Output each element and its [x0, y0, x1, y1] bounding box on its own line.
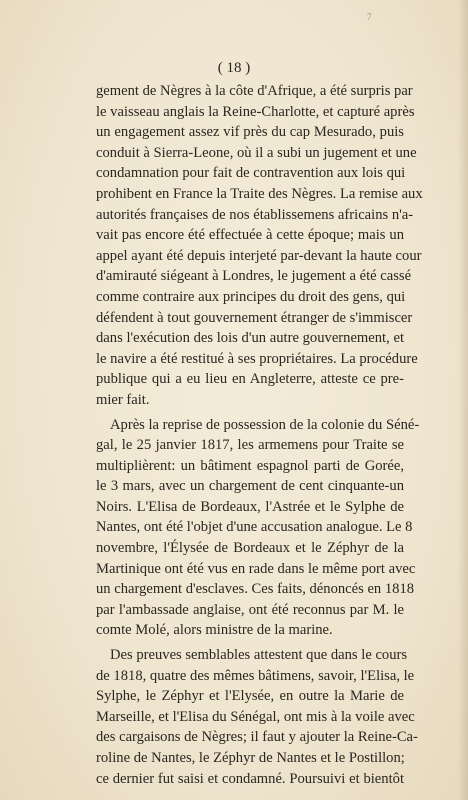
text-line: par l'ambassade anglaise, ont été reconnus par M. le: [96, 601, 404, 618]
text-line: un engagement assez vif près du cap Mesurado, puis: [96, 124, 404, 141]
text-line: comte Molé, alors ministre de la marine.: [96, 622, 333, 639]
paragraph-1: [96, 81, 423, 411]
paragraph-2: [96, 415, 420, 642]
text-line: Des preuves semblables attestent que dans le cours: [110, 647, 408, 664]
text-line: publique qui a eu lieu en Angleterre, atteste ce pre-: [96, 371, 404, 388]
text-line: condamnation pour fait de contravention aux lois qui: [96, 165, 406, 182]
text-line: gal, le 25 janvier 1817, les armemens pour Traite se: [96, 437, 404, 454]
text-line: Marseille, et l'Elisa du Sénégal, ont mis à la voile avec: [96, 708, 415, 725]
text-line: dans l'exécution des lois d'un autre gouvernement, et: [96, 330, 404, 347]
text-line: novembre, l'Élysée de Bordeaux et le Zéphyr de la: [96, 540, 404, 557]
text-line: Sylphe, le Zéphyr et l'Elysée, en outre la Marie de: [96, 688, 404, 705]
text-line: autorités françaises de nos établissemens africains n'a-: [96, 206, 414, 223]
text-line: de 1818, quatre des mêmes bâtimens, savoir, l'Elisa, le: [96, 667, 415, 684]
text-line: des cargaisons de Nègres; il faut y ajouter la Reine-Ca-: [96, 729, 418, 746]
text-line: Nantes, ont été l'objet d'une accusation analogue. Le 8: [96, 519, 413, 536]
text-line: Martinique ont été vus en rade dans le même port avec: [96, 560, 416, 577]
text-line: d'amirauté siégeant à Londres, le jugement a été cassé: [96, 268, 412, 285]
text-line: mier fait.: [96, 391, 150, 408]
body-text: [96, 81, 423, 789]
text-line: Noirs. L'Elisa de Bordeaux, l'Astrée et le Sylphe de: [96, 498, 404, 515]
text-line: le vaisseau anglais la Reine-Charlotte, et capturé après: [96, 103, 415, 120]
page-number: ( 18 ): [217, 60, 251, 76]
text-line: défendent à tout gouvernement étranger de s'immiscer: [96, 309, 413, 326]
text-line: Après la reprise de possession de la colonie du Séné-: [110, 416, 420, 433]
text-line: un chargement d'esclaves. Ces faits, dénoncés en 1818: [96, 581, 415, 598]
text-line: comme contraire aux principes du droit des gens, qui: [96, 288, 406, 305]
text-line: roline de Nantes, le Zéphyr de Nantes et le Postillon;: [96, 750, 405, 766]
text-line: multiplièrent: un bâtiment espagnol parti de Gorée,: [96, 457, 404, 474]
text-line: vait pas encore été effectuée à cette époque; mais un: [96, 227, 404, 244]
text-line: le navire a été restitué à ses propriétaires. La procédure: [96, 350, 418, 367]
text-line: appel ayant été depuis interjeté par-devant la haute cour: [96, 247, 422, 264]
corner-mark: 7: [367, 12, 372, 22]
text-line: ce dernier fut saisi et condamné. Poursuivi et bientôt: [96, 770, 404, 787]
text-line: gement de Nègres à la côte d'Afrique, a été surpris par: [96, 83, 413, 99]
paragraph-3: [96, 645, 418, 789]
text-line: prohibent en France la Traite des Nègres. La remise aux: [96, 185, 423, 202]
text-line: conduit à Sierra-Leone, où il a subi un jugement et une: [96, 144, 417, 161]
text-line: le 3 mars, avec un chargement de cent cinquante-un: [96, 478, 404, 495]
